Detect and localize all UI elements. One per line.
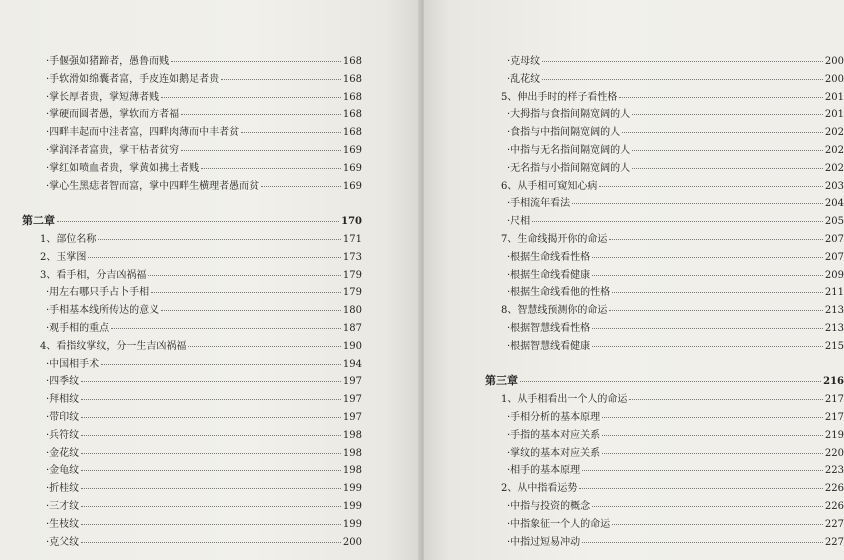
toc-spacer <box>499 355 844 373</box>
toc-page-number: 173 <box>342 251 362 263</box>
toc-page-number: 216 <box>823 376 844 388</box>
toc-entry-title: ·中国相手术 <box>46 358 100 370</box>
toc-entry <box>499 141 844 159</box>
toc-entry <box>22 266 362 284</box>
toc-leader-dots <box>81 435 341 436</box>
toc-entry-title: ·大拇指与食指间隔宽阔的人 <box>507 109 631 121</box>
toc-leader-dots <box>602 417 823 418</box>
toc-entry <box>22 372 362 390</box>
toc-page-number: 205 <box>824 216 844 228</box>
toc-leader-dots <box>81 453 341 454</box>
toc-page-number: 199 <box>342 500 362 512</box>
toc-page-number: 219 <box>824 429 844 441</box>
toc-entry-title: 1、从手相看出一个人的命运 <box>501 394 628 406</box>
toc-entry <box>22 141 362 159</box>
toc-page-number: 227 <box>824 518 844 530</box>
toc-entry <box>22 444 362 462</box>
toc-entry-title: ·无名指与小指间隔宽阔的人 <box>507 162 631 174</box>
toc-entry-title: ·中指与无名指间隔宽阔的人 <box>507 144 631 156</box>
toc-entry <box>499 319 844 337</box>
toc-leader-dots <box>632 168 823 169</box>
toc-leader-dots <box>81 542 341 543</box>
toc-entry-title: 第二章 <box>22 214 55 228</box>
toc-entry <box>499 461 844 479</box>
toc-leader-dots <box>612 292 823 293</box>
toc-page-number: 180 <box>342 305 362 317</box>
toc-spacer <box>22 194 362 212</box>
toc-page-number: 201 <box>824 91 844 103</box>
toc-leader-dots <box>161 310 341 311</box>
toc-entry-title: ·掌心生黑痣者智而富，掌中四畔生横理者愚而贫 <box>46 180 260 192</box>
toc-list-left <box>22 52 362 550</box>
toc-entry-title: 4、看指纹掌纹，分一生吉凶祸福 <box>40 340 187 352</box>
toc-leader-dots <box>181 114 341 115</box>
toc-entry <box>499 497 844 515</box>
toc-entry <box>22 123 362 141</box>
toc-page-number: 198 <box>342 429 362 441</box>
toc-entry-title: ·掌润泽者富贵，掌干枯者贫穷 <box>46 144 180 156</box>
toc-entry <box>22 461 362 479</box>
toc-page-number: 197 <box>342 411 362 423</box>
toc-leader-dots <box>622 132 823 133</box>
toc-entry <box>499 283 844 301</box>
toc-page-number: 199 <box>342 518 362 530</box>
toc-leader-dots <box>148 275 341 276</box>
toc-leader-dots <box>261 186 341 187</box>
toc-chapter <box>485 372 844 390</box>
toc-entry <box>22 301 362 319</box>
toc-entry <box>499 70 844 88</box>
toc-page-number: 226 <box>824 500 844 512</box>
toc-leader-dots <box>592 346 823 347</box>
toc-entry <box>499 390 844 408</box>
toc-entry <box>499 194 844 212</box>
toc-leader-dots <box>81 381 341 382</box>
toc-leader-dots <box>592 275 823 276</box>
toc-entry-title: ·折桂纹 <box>46 483 80 495</box>
toc-page-number: 227 <box>824 536 844 548</box>
toc-page-number: 202 <box>824 127 844 139</box>
toc-entry-title: ·掌红如喷血者贵，掌黄如拂土者贱 <box>46 162 200 174</box>
toc-page-number: 199 <box>342 483 362 495</box>
toc-leader-dots <box>602 435 823 436</box>
toc-page-number: 211 <box>824 287 844 299</box>
toc-page-number: 198 <box>342 447 362 459</box>
toc-entry-title: ·三才纹 <box>46 500 80 512</box>
toc-page-number: 169 <box>342 144 362 156</box>
toc-entry-title: 1、部位名称 <box>40 233 97 245</box>
toc-leader-dots <box>579 488 823 489</box>
toc-leader-dots <box>81 524 341 525</box>
toc-entry-title: ·根据生命线看健康 <box>507 269 591 281</box>
toc-entry <box>22 319 362 337</box>
toc-page-number: 226 <box>824 483 844 495</box>
toc-entry <box>22 426 362 444</box>
toc-leader-dots <box>101 364 341 365</box>
toc-page-number: 179 <box>342 269 362 281</box>
toc-page-number: 200 <box>824 73 844 85</box>
toc-entry <box>22 52 362 70</box>
toc-entry-title: 5、伸出手时的样子看性格 <box>501 91 618 103</box>
toc-entry <box>499 408 844 426</box>
toc-page-number: 169 <box>342 180 362 192</box>
toc-entry <box>499 248 844 266</box>
toc-leader-dots <box>241 132 341 133</box>
toc-page-number: 217 <box>824 394 844 406</box>
toc-page-number: 220 <box>824 447 844 459</box>
toc-page-number: 207 <box>824 233 844 245</box>
toc-entry <box>22 390 362 408</box>
left-page <box>0 0 420 560</box>
toc-leader-dots <box>609 310 823 311</box>
toc-page-number: 198 <box>342 465 362 477</box>
toc-leader-dots <box>57 221 339 222</box>
toc-entry-title: 第三章 <box>485 374 518 388</box>
toc-page-number: 190 <box>342 340 362 352</box>
toc-entry-title: ·中指过短易冲动 <box>507 536 581 548</box>
toc-entry <box>22 248 362 266</box>
toc-entry-title: ·相手的基本原理 <box>507 465 581 477</box>
toc-entry <box>499 212 844 230</box>
toc-leader-dots <box>542 79 823 80</box>
toc-page-number: 171 <box>342 233 362 245</box>
toc-entry <box>499 230 844 248</box>
toc-page-number: 179 <box>342 287 362 299</box>
toc-entry-title: ·金龟纹 <box>46 465 80 477</box>
toc-page-number: 209 <box>824 269 844 281</box>
toc-entry <box>22 105 362 123</box>
toc-leader-dots <box>111 328 341 329</box>
toc-page-number: 217 <box>824 411 844 423</box>
toc-entry-title: 2、玉掌图 <box>40 251 87 263</box>
toc-entry-title: ·中指象征一个人的命运 <box>507 518 611 530</box>
toc-entry-title: 6、从手相可窥知心病 <box>501 180 598 192</box>
toc-entry-title: 3、看手相，分吉凶祸福 <box>40 269 147 281</box>
toc-leader-dots <box>609 239 823 240</box>
toc-entry-title: ·手相基本线所传达的意义 <box>46 305 160 317</box>
toc-entry <box>22 177 362 195</box>
toc-page-number: 204 <box>824 198 844 210</box>
toc-entry <box>499 301 844 319</box>
toc-leader-dots <box>81 488 341 489</box>
toc-entry <box>22 70 362 88</box>
toc-entry <box>22 88 362 106</box>
toc-page-number: 203 <box>824 180 844 192</box>
toc-page-number: 168 <box>342 73 362 85</box>
toc-page-number: 168 <box>342 109 362 121</box>
toc-entry-title: ·克母纹 <box>507 56 541 67</box>
toc-entry <box>22 337 362 355</box>
toc-chapter <box>22 212 362 230</box>
toc-leader-dots <box>592 257 823 258</box>
toc-leader-dots <box>98 239 341 240</box>
toc-list-right <box>485 52 844 550</box>
toc-leader-dots <box>161 97 341 98</box>
toc-entry-title: ·带印纹 <box>46 411 80 423</box>
toc-page-number: 194 <box>342 358 362 370</box>
toc-entry-title: ·四季纹 <box>46 376 80 388</box>
toc-entry-title: ·食指与中指间隔宽阔的人 <box>507 127 621 139</box>
toc-leader-dots <box>81 506 341 507</box>
toc-entry-title: ·掌长厚者贵，掌短薄者贱 <box>46 91 160 103</box>
toc-entry-title: ·用左右哪只手占卜手相 <box>46 287 150 299</box>
toc-entry-title: ·中指与投资的概念 <box>507 500 591 512</box>
toc-leader-dots <box>572 203 823 204</box>
toc-entry <box>499 337 844 355</box>
toc-entry-title: ·乱花纹 <box>507 73 541 85</box>
toc-leader-dots <box>171 61 341 62</box>
toc-entry-title: ·兵符纹 <box>46 429 80 441</box>
toc-entry-title: ·手偃强如猪蹄者，愚鲁而贱 <box>46 56 170 67</box>
toc-leader-dots <box>88 257 341 258</box>
toc-entry <box>22 355 362 373</box>
toc-entry-title: ·掌纹的基本对应关系 <box>507 447 601 459</box>
toc-page-number: 202 <box>824 144 844 156</box>
toc-entry-title: ·四畔丰起而中洼者富，四畔肉薄而中丰者贫 <box>46 127 240 139</box>
toc-page-number: 197 <box>342 394 362 406</box>
toc-entry <box>499 479 844 497</box>
toc-leader-dots <box>81 417 341 418</box>
toc-entry-title: ·克父纹 <box>46 536 80 548</box>
toc-entry-title: ·手软滑如绵囊者富，手皮连如鹅足者贵 <box>46 73 220 85</box>
toc-leader-dots <box>81 399 341 400</box>
toc-leader-dots <box>582 542 823 543</box>
toc-entry-title: ·尺相 <box>507 216 531 228</box>
toc-leader-dots <box>619 97 823 98</box>
toc-entry-title: ·金花纹 <box>46 447 80 459</box>
toc-leader-dots <box>151 292 341 293</box>
toc-page-number: 168 <box>342 56 362 67</box>
toc-entry <box>22 533 362 551</box>
toc-entry-title: ·根据生命线看性格 <box>507 251 591 263</box>
toc-leader-dots <box>201 168 341 169</box>
toc-entry-title: 8、智慧线预测你的命运 <box>501 305 608 317</box>
toc-entry-title: 2、从中指看运势 <box>501 483 578 495</box>
right-page <box>424 0 844 560</box>
toc-entry <box>499 444 844 462</box>
toc-page-number: 207 <box>824 251 844 263</box>
toc-entry-title: ·生枝纹 <box>46 518 80 530</box>
toc-leader-dots <box>181 150 341 151</box>
toc-page-number: 215 <box>824 340 844 352</box>
toc-entry <box>499 123 844 141</box>
toc-page-number: 168 <box>342 91 362 103</box>
toc-entry <box>499 515 844 533</box>
toc-leader-dots <box>632 114 823 115</box>
toc-entry <box>499 426 844 444</box>
toc-entry <box>499 105 844 123</box>
toc-entry-title: ·根据智慧线看健康 <box>507 340 591 352</box>
toc-page-number: 201 <box>824 109 844 121</box>
toc-entry <box>22 230 362 248</box>
toc-entry-title: ·观手相的重点 <box>46 322 110 334</box>
toc-leader-dots <box>592 506 823 507</box>
toc-entry-title: ·手相分析的基本原理 <box>507 411 601 423</box>
toc-page-number: 213 <box>824 322 844 334</box>
toc-leader-dots <box>221 79 341 80</box>
toc-entry-title: ·掌硬而圆者愚，掌软而方者福 <box>46 109 180 121</box>
toc-leader-dots <box>632 150 823 151</box>
toc-entry <box>499 88 844 106</box>
toc-entry <box>22 497 362 515</box>
toc-entry <box>22 515 362 533</box>
toc-leader-dots <box>612 524 823 525</box>
toc-entry <box>499 533 844 551</box>
toc-entry-title: ·根据生命线看他的性格 <box>507 287 611 299</box>
toc-page-number: 200 <box>824 56 844 67</box>
toc-leader-dots <box>542 61 823 62</box>
toc-entry-title: 7、生命线揭开你的命运 <box>501 233 608 245</box>
toc-page-number: 202 <box>824 162 844 174</box>
toc-leader-dots <box>582 470 823 471</box>
toc-page-number: 168 <box>342 127 362 139</box>
toc-entry <box>22 159 362 177</box>
toc-entry <box>22 479 362 497</box>
toc-page-number: 213 <box>824 305 844 317</box>
toc-page-number: 170 <box>341 216 362 228</box>
toc-leader-dots <box>188 346 341 347</box>
toc-page-number: 200 <box>342 536 362 548</box>
toc-entry <box>22 283 362 301</box>
toc-entry <box>499 159 844 177</box>
toc-leader-dots <box>592 328 823 329</box>
toc-page-number: 223 <box>824 465 844 477</box>
toc-entry <box>499 52 844 70</box>
toc-page-number: 169 <box>342 162 362 174</box>
toc-leader-dots <box>602 453 823 454</box>
toc-leader-dots <box>532 221 823 222</box>
toc-entry <box>22 408 362 426</box>
toc-leader-dots <box>599 186 823 187</box>
toc-page-number: 197 <box>342 376 362 388</box>
toc-leader-dots <box>520 381 821 382</box>
toc-entry-title: ·手指的基本对应关系 <box>507 429 601 441</box>
toc-entry <box>499 177 844 195</box>
toc-entry <box>499 266 844 284</box>
toc-leader-dots <box>81 470 341 471</box>
toc-entry-title: ·根据智慧线看性格 <box>507 322 591 334</box>
toc-entry-title: ·手相流年看法 <box>507 198 571 210</box>
toc-entry-title: ·拜相纹 <box>46 394 80 406</box>
toc-leader-dots <box>629 399 823 400</box>
toc-page-number: 187 <box>342 322 362 334</box>
